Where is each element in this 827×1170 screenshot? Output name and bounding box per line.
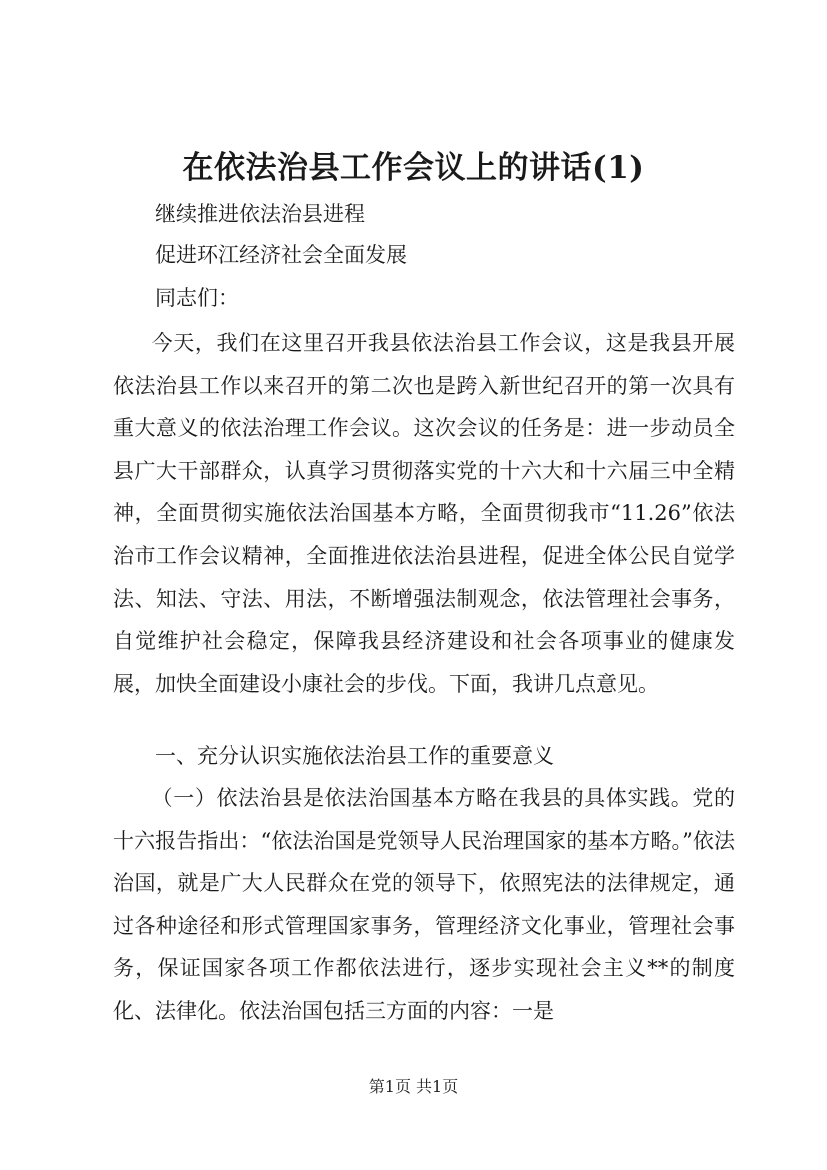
page-footer: 第1页 共1页 [368,1077,459,1096]
paragraph-2-text: （一）依法治县是依法治国基本方略在我县的具体实践。党的十六报告指出：“依法治国是党领导人民治理国家的基本方略。”依法治国，就是广大人民群众在党的领导下，依照宪法的法律规定，通过各种途径和形式管理国家事务，管理经济文化事业，管理社会事务，保证国家各项工作都依法进行，逐步实现社会主义**的制度化、法律化。依法治国包括三方面的内容：一是 [113,786,735,1023]
subtitle-line-1: 继续推进依法治县进程 [155,202,365,226]
document-title: 在依法治县工作会议上的讲话(1) [182,150,645,186]
paragraph-1-text: 今天，我们在这里召开我县依法治县工作会议，这是我县开展依法治县工作以来召开的第二次也是跨入新世纪召开的第一次具有重大意义的依法治理工作会议。这次会议的任务是：进一步动员全县广大干部群众，认真学习贯彻落实党的十六大和十六届三中全精神，全面贯彻实施依法治国基本方略，全面贯彻我市“11.26”依法治市工作会议精神，全面推进依法治县进程，促进全体公民自觉学法、知法、守法、用法，不断增强法制观念，依法管理社会事务，自觉维护社会稳定，保障我县经济建设和社会各项事业的健康发展，加快全面建设小康社会的步伐。下面，我讲几点意见。 [113,331,735,696]
paragraph-1 [113,322,735,705]
salutation: 同志们： [155,286,239,310]
section-heading-1: 一、充分认识实施依法治县工作的重要意义 [155,744,554,768]
subtitle-line-2: 促进环江经济社会全面发展 [155,243,407,267]
paragraph-2 [113,777,735,1033]
